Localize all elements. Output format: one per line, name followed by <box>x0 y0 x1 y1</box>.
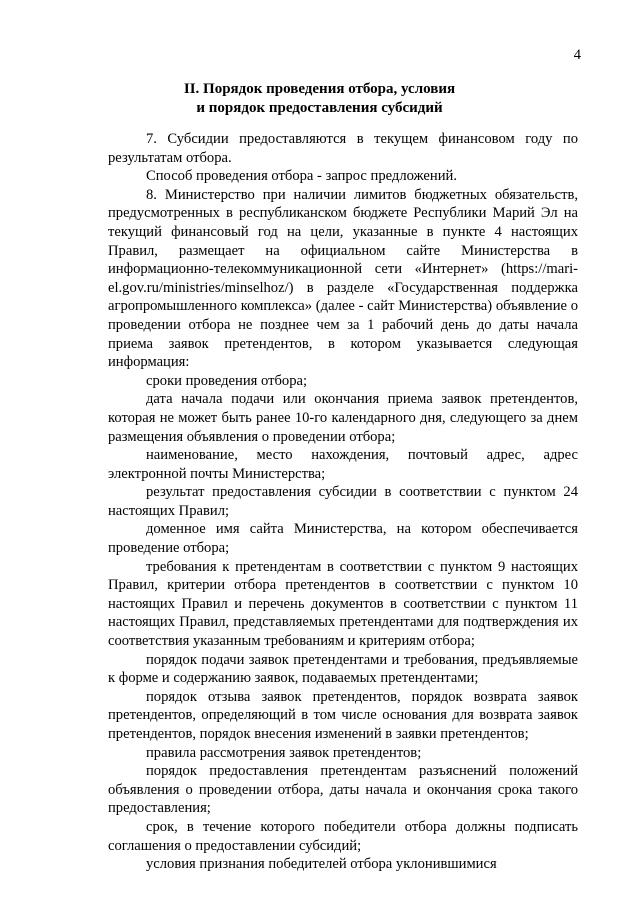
list-item: порядок подачи заявок претендентами и требования, предъявляемые к форме и содержанию заявок, подаваемых претендентами; <box>108 651 578 687</box>
section-heading-line-1: II. Порядок проведения отбора, условия <box>183 81 456 97</box>
list-item: требования к претендентам в соответствии с пунктом 9 настоящих Правил, критерии отбора претендентов в соответствии с пунктом 10 настоящих Правил и перечень документов в соответствии с пунктом 11 настоящих Правил, представляемых претендентами для подтверждения их соответствия указанным требованиям и критериям отбора; <box>108 558 578 650</box>
list-item: наименование, место нахождения, почтовый адрес, адрес электронной почты Министерства; <box>108 447 578 482</box>
list-item: правила рассмотрения заявок претендентов; <box>146 744 422 761</box>
document-body <box>108 130 578 874</box>
list-item: доменное имя сайта Министерства, на котором обеспечивается проведение отбора; <box>108 521 578 557</box>
list-item: порядок предоставления претендентам разъяснений положений объявления о проведении отбора, даты начала и окончания срока такого предоставления; <box>108 763 578 817</box>
list-item: дата начала подачи или окончания приема заявок претендентов, которая не может быть ранее 10-го календарного дня, следующего за днем размещения объявления о проведении отбора; <box>108 391 578 445</box>
page-number: 4 <box>573 47 581 63</box>
paragraph-8: 8. Министерство при наличии лимитов бюджетных обязательств, предусмотренных в республиканском бюджете Республики Марий Эл на текущий финансовый год на цели, указанные в пункте 4 настоящих Правил, размещает на официальном сайте Министерства в информационно-телекоммуникационной сети «Интернет» (https://mari-el.gov.ru/ministries/minselhoz/) в разделе «Государственная поддержка агропромышленного комплекса» (далее - сайт Министерства) объявление о проведении отбора не позднее чем за 1 рабочий день до даты начала приема заявок претендентов, в котором указывается следующая информация: <box>108 186 578 371</box>
section-heading <box>60 80 579 118</box>
section-heading-line-2: и порядок предоставления субсидий <box>196 100 443 116</box>
paragraph-7: 7. Субсидии предоставляются в текущем финансовом году по результатам отбора. <box>108 131 578 166</box>
list-item: порядок отзыва заявок претендентов, порядок возврата заявок претендентов, определяющий в том числе основания для возврата заявок претендентов, порядок внесения изменений в заявки претендентов; <box>108 688 578 742</box>
list-item: условия признания победителей отбора уклонившимися <box>146 856 497 873</box>
list-item: результат предоставления субсидии в соответствии с пунктом 24 настоящих Правил; <box>108 484 578 519</box>
list-item: сроки проведения отбора; <box>146 372 308 389</box>
paragraph-selection-method: Способ проведения отбора - запрос предложений. <box>146 168 457 185</box>
list-item: срок, в течение которого победители отбора должны подписать соглашения о предоставлении субсидий; <box>108 818 578 854</box>
